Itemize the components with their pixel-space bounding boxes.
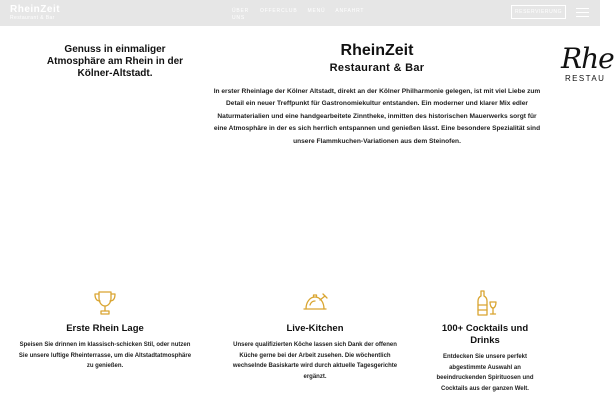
brand-logo-script: Rhe <box>561 42 614 75</box>
nav-item-anfahrt[interactable]: ANFAHRT <box>335 8 365 14</box>
site-logo-subtitle: Restaurant & Bar <box>10 15 55 21</box>
feature-text: Unsere qualifizierten Köche lassen sich Dank der offenen Küche gerne bei der Arbeit zusehen. Die wöchentlich wechselnde Basiskarte wird durch aktuelle Tagesgerichte ergänzt. <box>232 342 398 381</box>
feature-text: Speisen Sie drinnen im klassisch-schicken Stil, oder nutzen Sie unsere luftige Rheinterrasse, um die Altstadtatmosphäre zu genießen. <box>18 342 192 370</box>
nav-item-ueber-uns[interactable]: ÜBER UNS <box>232 8 250 21</box>
site-logo-title[interactable]: RheinZeit <box>10 4 61 15</box>
menu-hamburger-icon[interactable] <box>576 8 589 17</box>
nav-item-offerclub[interactable]: OFFERCLUB <box>260 8 298 14</box>
brand-logo-subtitle: RESTAU <box>565 74 606 83</box>
feature-live-kitchen <box>225 288 405 383</box>
feature-title: 100+ Cocktails und Drinks <box>441 323 529 346</box>
feature-text: Entdecken Sie unsere perfekt abgestimmte Auswahl an beeindruckenden Spirituosen und Cocktails aus der ganzen Welt. <box>436 354 534 393</box>
cloche-icon <box>300 288 330 318</box>
bottle-glass-icon <box>470 288 500 318</box>
page-title: RheinZeit <box>340 42 414 59</box>
intro-text: In erster Rheinlage der Kölner Altstadt, direkt an der Kölner Philharmonie gelegen, ist mit viel Liebe zum Detail ein neuer Treffpunkt für Gastronomiekultur entstanden. Ein moderner und klarer Mix edler Naturmaterialien und eine handgearbeitete Zinntheke, inmitten des historischen Mauerwerks sorgt für eine Atmosphäre in der es sich herrlich entspannen und genießen lässt. Eine besondere Spezialität sind unsere Flammkuchen-Variationen aus dem Steinofen. <box>213 88 541 145</box>
feature-title: Erste Rhein Lage <box>66 323 144 334</box>
page-subtitle: Restaurant & Bar <box>329 62 425 74</box>
feature-cocktails-drinks <box>395 288 575 395</box>
reservation-button[interactable]: RESERVIERUNG <box>511 5 566 19</box>
trophy-icon <box>90 288 120 318</box>
feature-first-rhine-location <box>15 288 195 372</box>
tagline: Genuss in einmaliger Atmosphäre am Rhein in der Kölner-Altstadt. <box>46 44 184 79</box>
feature-title: Live-Kitchen <box>286 323 344 334</box>
main-nav <box>232 8 364 22</box>
nav-item-menu[interactable]: MENÜ <box>307 8 326 14</box>
top-navigation-bar <box>0 0 600 26</box>
